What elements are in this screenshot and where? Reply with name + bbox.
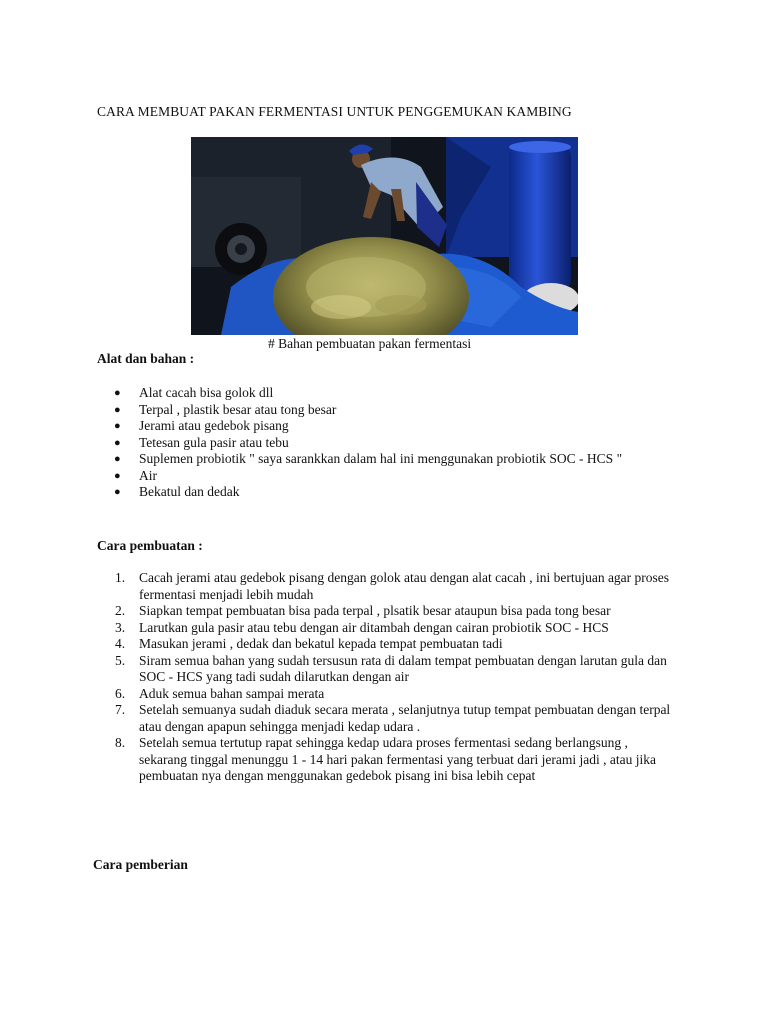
bullet-icon: ● — [114, 403, 121, 416]
step-text: Masukan jerami , dedak dan bekatul kepada tempat pembuatan tadi — [139, 636, 503, 651]
step-item — [97, 735, 677, 785]
list-item — [97, 418, 677, 435]
step-number: 7. — [115, 702, 126, 717]
step-text: Siapkan tempat pembuatan bisa pada terpal , plsatik besar ataupun bisa pada tong besar — [139, 603, 611, 618]
list-item — [97, 402, 677, 419]
step-number: 2. — [115, 603, 126, 618]
list-item — [97, 468, 677, 485]
bullet-icon: ● — [114, 420, 121, 432]
steps-list — [97, 570, 677, 785]
step-number: 4. — [115, 636, 126, 651]
step-item — [97, 620, 677, 637]
step-item — [97, 686, 677, 703]
bullet-icon: ● — [114, 453, 121, 465]
fermentation-photo — [191, 137, 578, 335]
bullet-icon: ● — [114, 436, 121, 449]
list-item-text: Terpal , plastik besar atau tong besar — [139, 401, 337, 417]
steps-heading: Cara pembuatan : — [97, 538, 203, 553]
step-text: Setelah semua tertutup rapat sehingga kedap udara proses fermentasi sedang berlangsung , sekarang tinggal menunggu 1 - 14 hari pakan fermentasi yang terbuat dari jerami jadi , atau jika pembuatan nya dengan menggunakan gedebok pisang ini bisa lebih cepat — [139, 735, 656, 783]
tools-heading: Alat dan bahan : — [97, 351, 195, 366]
list-item — [97, 451, 677, 468]
list-item-text: Air — [139, 467, 157, 483]
step-number: 5. — [115, 652, 126, 668]
bullet-icon: ● — [114, 469, 121, 482]
step-item — [97, 603, 677, 620]
step-text: Aduk semua bahan sampai merata — [139, 685, 325, 701]
list-item-text: Tetesan gula pasir atau tebu — [139, 434, 289, 450]
step-text: Larutkan gula pasir atau tebu dengan air ditambah dengan cairan probiotik SOC - HCS — [139, 619, 609, 635]
list-item — [97, 484, 677, 501]
photo-caption: # Bahan pembuatan pakan fermentasi — [268, 336, 472, 351]
step-number: 8. — [115, 735, 126, 750]
list-item — [97, 435, 677, 452]
bullet-icon: ● — [114, 387, 121, 399]
bullet-icon: ● — [114, 486, 121, 498]
step-text: Siram semua bahan yang sudah tersusun rata di dalam tempat pembuatan dengan larutan gula dan SOC - HCS yang tadi sudah dilarutkan dengan air — [139, 652, 667, 684]
step-item — [97, 636, 677, 653]
list-item — [97, 385, 677, 402]
step-item — [97, 653, 677, 686]
step-number: 6. — [115, 685, 126, 701]
step-item — [97, 570, 677, 603]
step-number: 1. — [115, 570, 126, 585]
step-item — [97, 702, 677, 735]
list-item-text: Suplemen probiotik " saya sarankkan dalam hal ini menggunakan probiotik SOC - HCS " — [139, 451, 623, 466]
list-item-text: Jerami atau gedebok pisang — [139, 418, 289, 433]
step-text: Cacah jerami atau gedebok pisang dengan golok atau dengan alat cacah , ini bertujuan agar proses fermentasi menjadi lebih mudah — [139, 570, 670, 602]
step-number: 3. — [115, 619, 126, 635]
step-text: Setelah semuanya sudah diaduk secara merata , selanjutnya tutup tempat pembuatan dengan terpal atau dengan apapun sehingga menjadi kedap udara . — [139, 702, 671, 734]
feeding-heading: Cara pemberian — [93, 857, 188, 872]
document-title: CARA MEMBUAT PAKAN FERMENTASI UNTUK PENGGEMUKAN KAMBING — [97, 104, 572, 119]
tools-list — [97, 385, 677, 501]
list-item-text: Alat cacah bisa golok dll — [139, 385, 274, 400]
list-item-text: Bekatul dan dedak — [139, 484, 240, 499]
